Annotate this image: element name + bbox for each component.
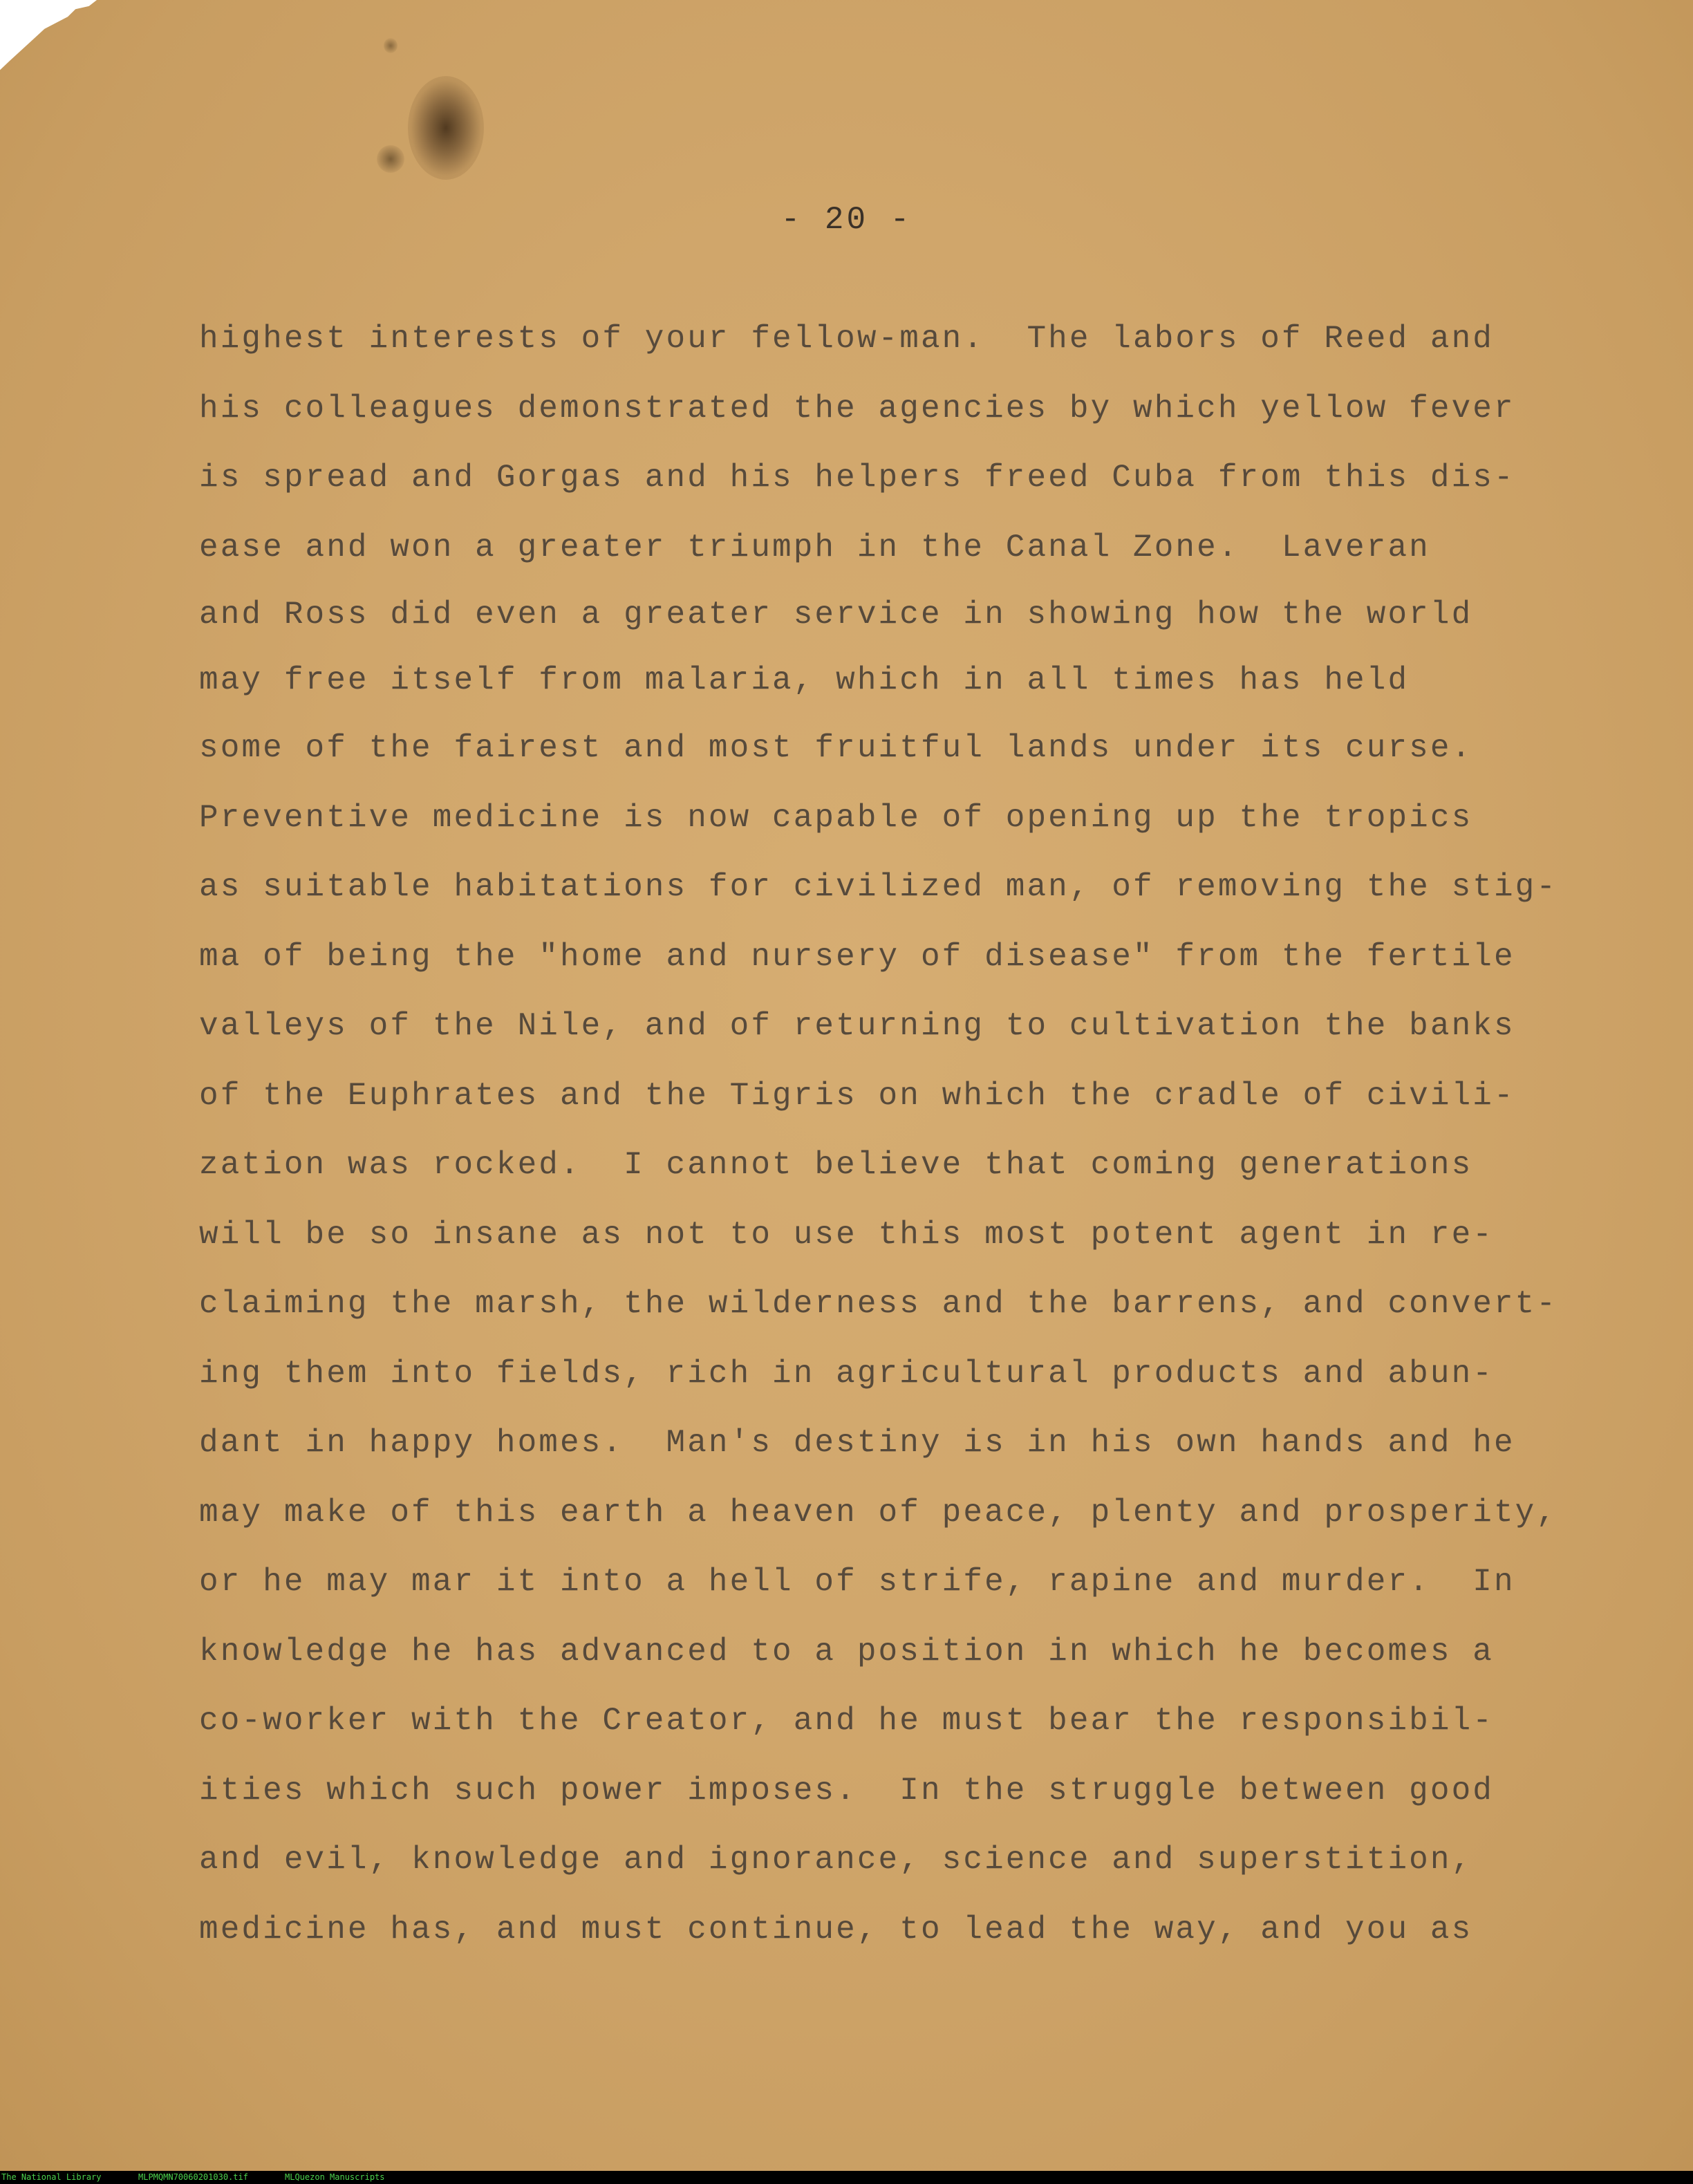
footer-filename: MLPMQMN70060201030.tif xyxy=(138,2172,248,2182)
text-line: zation was rocked. I cannot believe that coming generations xyxy=(199,1147,1473,1183)
text-line: and Ross did even a greater service in showing how the world xyxy=(199,597,1473,633)
page-number: - 20 - xyxy=(780,202,913,238)
text-line: some of the fairest and most fruitful lands under its curse. xyxy=(199,730,1473,766)
ink-spot xyxy=(384,38,397,53)
text-line: will be so insane as not to use this most potent agent in re- xyxy=(199,1216,1494,1253)
text-line: knowledge he has advanced to a position in which he becomes a xyxy=(199,1633,1494,1670)
text-line: may free itself from malaria, which in all times has held xyxy=(199,662,1410,698)
text-line: co-worker with the Creator, and he must bear the responsibil- xyxy=(199,1703,1494,1739)
text-line: medicine has, and must continue, to lead the way, and you as xyxy=(199,1911,1473,1948)
text-line: and evil, knowledge and ignorance, science and superstition, xyxy=(199,1842,1473,1878)
text-line: Preventive medicine is now capable of opening up the tropics xyxy=(199,799,1473,836)
text-line: claiming the marsh, the wilderness and the barrens, and convert- xyxy=(199,1286,1558,1322)
text-line: ease and won a greater triumph in the Canal Zone. Laveran xyxy=(199,529,1430,566)
ink-stain xyxy=(408,76,484,180)
text-line: valleys of the Nile, and of returning to cultivation the banks xyxy=(199,1008,1515,1044)
text-line: is spread and Gorgas and his helpers freed Cuba from this dis- xyxy=(199,460,1515,496)
torn-corner xyxy=(0,0,97,76)
scan-footer-bar xyxy=(0,2171,1693,2184)
text-line: ma of being the "home and nursery of disease" from the fertile xyxy=(199,938,1515,975)
text-line: ities which such power imposes. In the struggle between good xyxy=(199,1772,1494,1809)
text-line: as suitable habitations for civilized man, of removing the stig- xyxy=(199,869,1558,905)
footer-collection: MLQuezon Manuscripts xyxy=(285,2172,385,2182)
body-text xyxy=(199,304,1582,1964)
text-line: may make of this earth a heaven of peace, plenty and prosperity, xyxy=(199,1494,1558,1531)
footer-library: The National Library xyxy=(1,2172,102,2182)
text-line: ing them into fields, rich in agricultural products and abun- xyxy=(199,1355,1494,1392)
text-line: of the Euphrates and the Tigris on which the cradle of civili- xyxy=(199,1077,1515,1114)
text-line: his colleagues demonstrated the agencies by which yellow fever xyxy=(199,390,1515,427)
text-line: dant in happy homes. Man's destiny is in his own hands and he xyxy=(199,1425,1515,1461)
ink-stain-small xyxy=(377,145,404,173)
text-line: highest interests of your fellow-man. The labors of Reed and xyxy=(199,321,1494,357)
text-line: or he may mar it into a hell of strife, rapine and murder. In xyxy=(199,1564,1515,1600)
